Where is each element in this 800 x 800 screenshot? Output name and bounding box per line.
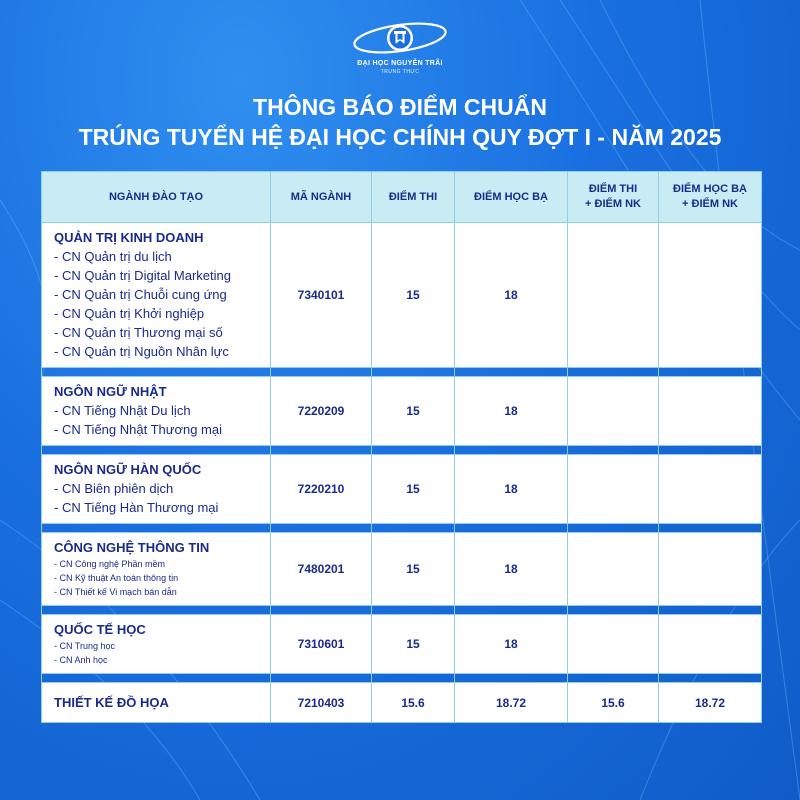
specialization-item: - CN Quản trị du lịch	[54, 249, 172, 264]
spacer-cell	[455, 368, 568, 377]
header-transcript: ĐIỂM HỌC BẠ	[455, 172, 568, 223]
exam-score-cell	[372, 533, 455, 606]
transcript-score-cell	[455, 683, 568, 723]
spacer-cell	[659, 368, 762, 377]
row-spacer	[42, 674, 762, 683]
university-logo	[335, 18, 465, 74]
spacer-cell	[372, 524, 455, 533]
major-cell	[42, 683, 271, 723]
table-row	[42, 455, 762, 524]
transcript-score-value: 18	[504, 482, 518, 496]
major-name: THIẾT KẾ ĐỒ HỌA	[54, 694, 169, 710]
row-spacer	[42, 606, 762, 615]
transcript-nk-score-value: 18.72	[694, 695, 726, 710]
table-header-row	[42, 172, 762, 223]
page-title-line1: THÔNG BÁO ĐIỂM CHUẨN	[253, 94, 547, 120]
spacer-cell	[271, 446, 372, 455]
exam-nk-score-cell	[568, 377, 659, 446]
table-row	[42, 377, 762, 446]
major-code-cell	[271, 377, 372, 446]
exam-nk-score-value: 15.6	[601, 695, 625, 710]
spacer-cell	[659, 446, 762, 455]
spacer-cell	[455, 446, 568, 455]
transcript-nk-score-cell	[659, 223, 762, 368]
specialization-item: - CN Quản trị Nguồn Nhân lực	[54, 344, 229, 359]
header-transcript-nk: ĐIỂM HỌC BẠ + ĐIỂM NK	[659, 172, 762, 223]
exam-score-cell	[372, 377, 455, 446]
specialization-item: - CN Công nghệ Phần mềm	[54, 559, 166, 569]
row-spacer	[42, 446, 762, 455]
specialization-item: - CN Quản trị Digital Marketing	[54, 268, 231, 283]
transcript-score-value: 18	[504, 288, 518, 302]
specialization-item: - CN Quản trị Thương mại số	[54, 325, 223, 340]
major-code-cell	[271, 615, 372, 674]
spacer-cell	[372, 674, 455, 683]
exam-score-value: 15	[406, 404, 420, 418]
spacer-cell	[372, 446, 455, 455]
logo-name: ĐẠI HỌC NGUYỄN TRÃI	[357, 60, 443, 67]
spacer-cell	[372, 606, 455, 615]
major-name: NGÔN NGỮ NHẬT	[54, 384, 167, 399]
exam-nk-score-cell	[568, 533, 659, 606]
header-code: MÃ NGÀNH	[271, 172, 372, 223]
major-code-value: 7220210	[297, 482, 345, 496]
spacer-cell	[659, 674, 762, 683]
specialization-item: - CN Thiết kế Vi mạch bán dẫn	[54, 587, 177, 597]
specialization-item: - CN Kỹ thuật An toàn thông tin	[54, 573, 179, 583]
major-cell	[42, 223, 271, 368]
logo-tagline: TRUNG THỰC	[380, 69, 420, 75]
major-cell	[42, 533, 271, 606]
spacer-cell	[568, 524, 659, 533]
major-code-value: 7340101	[297, 288, 345, 302]
exam-score-cell	[372, 615, 455, 674]
transcript-score-value: 18.72	[495, 695, 527, 710]
specialization-item: - CN Tiếng Nhật Thương mại	[54, 422, 222, 437]
exam-nk-score-cell	[568, 223, 659, 368]
spacer-cell	[271, 674, 372, 683]
spacer-cell	[42, 524, 271, 533]
major-code-value: 7480201	[297, 562, 345, 576]
transcript-score-value: 18	[504, 562, 518, 576]
exam-score-value: 15	[406, 482, 420, 496]
header-exam: ĐIỂM THI	[372, 172, 455, 223]
major-name: QUỐC TẾ HỌC	[54, 622, 146, 637]
table-row	[42, 615, 762, 674]
exam-score-value: 15.6	[401, 695, 425, 710]
spacer-cell	[42, 606, 271, 615]
spacer-cell	[659, 606, 762, 615]
spacer-cell	[659, 524, 762, 533]
specialization-item: - CN Trung học	[54, 641, 116, 651]
specialization-item: - CN Tiếng Hàn Thương mại	[54, 500, 219, 515]
major-cell	[42, 455, 271, 524]
spacer-cell	[271, 524, 372, 533]
major-code-cell	[271, 223, 372, 368]
row-spacer	[42, 368, 762, 377]
header-exam-nk: ĐIỂM THI + ĐIỂM NK	[568, 172, 659, 223]
page-title-line2: TRÚNG TUYỂN HỆ ĐẠI HỌC CHÍNH QUY ĐỢT I - NĂM 2025	[78, 124, 722, 150]
exam-score-cell	[372, 455, 455, 524]
major-cell	[42, 615, 271, 674]
major-name: NGÔN NGỮ HÀN QUỐC	[54, 462, 202, 477]
spacer-cell	[271, 368, 372, 377]
transcript-nk-score-cell	[659, 615, 762, 674]
specialization-item: - CN Biên phiên dịch	[54, 481, 174, 496]
specialization-item: - CN Quản trị Chuỗi cung ứng	[54, 287, 227, 302]
header-major: NGÀNH ĐÀO TẠO	[42, 172, 271, 223]
exam-nk-score-cell	[568, 683, 659, 723]
transcript-score-cell	[455, 223, 568, 368]
exam-score-cell	[372, 683, 455, 723]
admission-scores-table	[41, 171, 762, 723]
transcript-score-cell	[455, 455, 568, 524]
exam-score-value: 15	[406, 562, 420, 576]
exam-score-value: 15	[406, 288, 420, 302]
major-code-value: 7210403	[297, 695, 345, 710]
spacer-cell	[568, 674, 659, 683]
spacer-cell	[568, 368, 659, 377]
major-name: QUẢN TRỊ KINH DOANH	[54, 230, 204, 245]
specialization-item: - CN Tiếng Nhật Du lịch	[54, 403, 191, 418]
transcript-score-cell	[455, 533, 568, 606]
transcript-nk-score-cell	[659, 377, 762, 446]
specialization-item: - CN Anh học	[54, 655, 108, 665]
table-row	[42, 683, 762, 723]
university-emblem-icon	[350, 18, 450, 58]
spacer-cell	[568, 446, 659, 455]
spacer-cell	[455, 674, 568, 683]
table-row	[42, 533, 762, 606]
transcript-nk-score-cell	[659, 533, 762, 606]
spacer-cell	[372, 368, 455, 377]
major-code-cell	[271, 455, 372, 524]
transcript-score-cell	[455, 377, 568, 446]
transcript-score-value: 18	[504, 404, 518, 418]
specialization-item: - CN Quản trị Khởi nghiệp	[54, 306, 205, 321]
spacer-cell	[42, 368, 271, 377]
exam-score-value: 15	[406, 637, 420, 651]
exam-score-cell	[372, 223, 455, 368]
row-spacer	[42, 524, 762, 533]
major-name: CÔNG NGHỆ THÔNG TIN	[54, 540, 210, 555]
spacer-cell	[455, 606, 568, 615]
spacer-cell	[42, 674, 271, 683]
transcript-score-cell	[455, 615, 568, 674]
major-cell	[42, 377, 271, 446]
spacer-cell	[568, 606, 659, 615]
exam-nk-score-cell	[568, 455, 659, 524]
spacer-cell	[455, 524, 568, 533]
transcript-score-value: 18	[504, 637, 518, 651]
exam-nk-score-cell	[568, 615, 659, 674]
major-code-value: 7220209	[297, 404, 345, 418]
transcript-nk-score-cell	[659, 683, 762, 723]
major-code-value: 7310601	[297, 637, 345, 651]
spacer-cell	[271, 606, 372, 615]
major-code-cell	[271, 533, 372, 606]
table-row	[42, 223, 762, 368]
major-code-cell	[271, 683, 372, 723]
transcript-nk-score-cell	[659, 455, 762, 524]
spacer-cell	[42, 446, 271, 455]
